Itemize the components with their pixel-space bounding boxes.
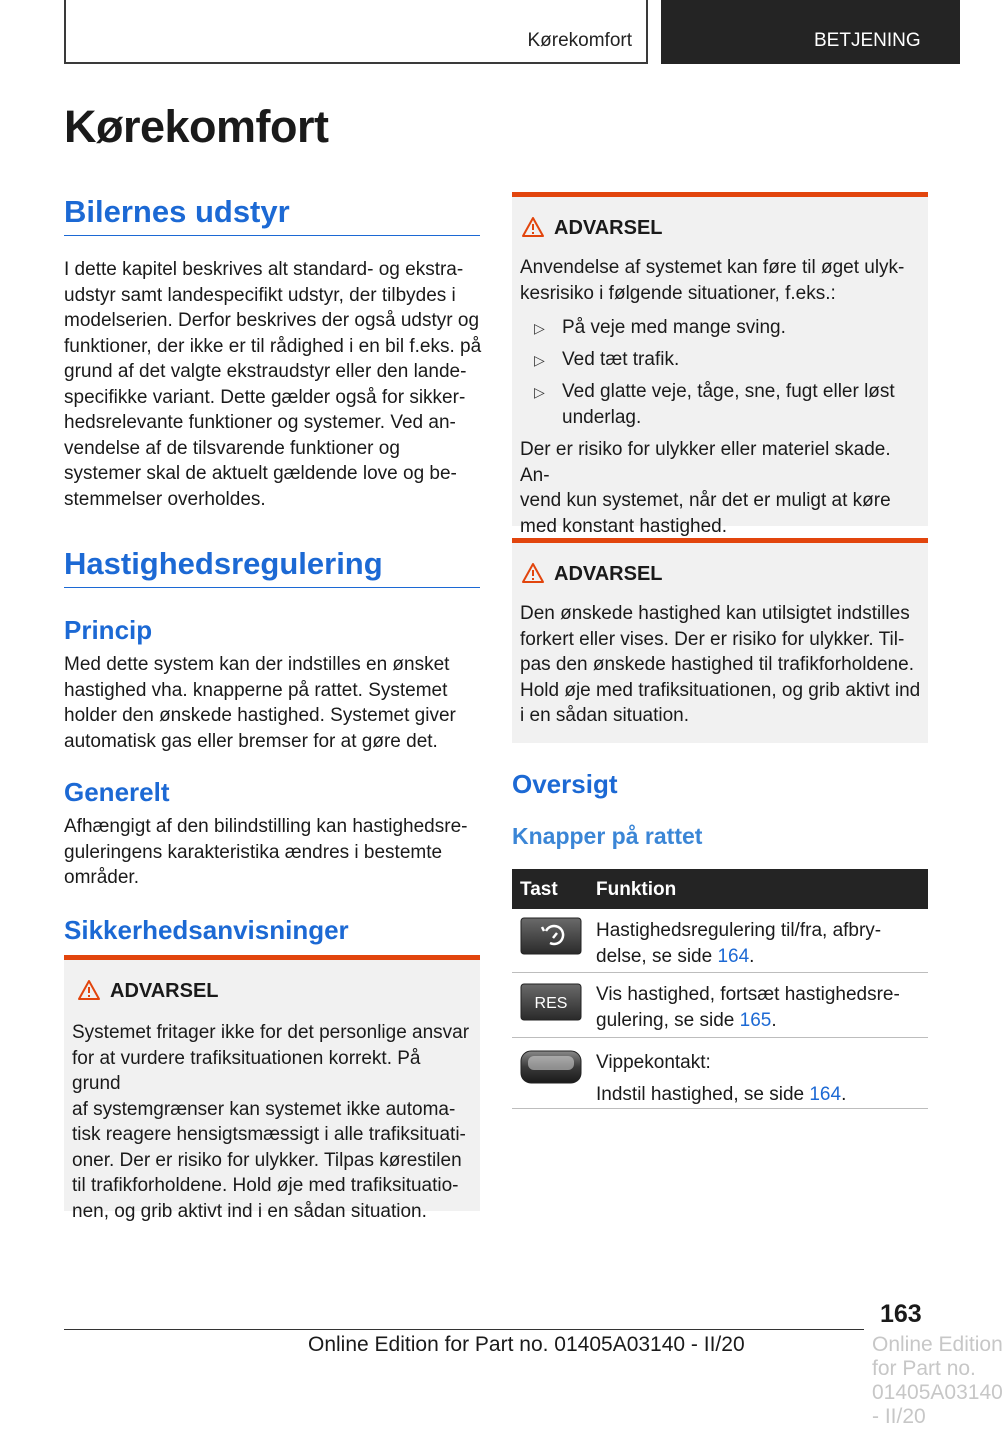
warning-triangle-icon — [78, 980, 100, 1000]
heading-generelt: Generelt — [64, 777, 170, 807]
page-link[interactable]: 165 — [739, 1009, 772, 1031]
paragraph-bilernes-udstyr: I dette kapitel beskrives alt standard- og ekstra- udstyr samt landespecifikt udstyr, der tilbydes i modelserien. Derfor beskrives der også udstyr og funktioner, der ikke er til rådighed i en bil f.eks. på grund af det valgte ekstraudstyr eller den lande- specifikke variant. Dette gælder også for sikker- hedsrelevante funktioner og systemer. Ved an- vendelse af de tilsvarende funktioner og systemer skal de aktuelt gældende love og be- stemmelser overholdes. — [64, 259, 482, 510]
warning-triangle-icon — [522, 563, 544, 583]
table-cell-funktion: Hastighedsregulering til/fra, afbry- delse, se side 164. — [596, 920, 882, 967]
warning-outro-2: Der er risiko for ulykker eller materiel skade. An- vend kun systemet, når det er muligt at køre med konstant hastighed. — [520, 439, 891, 537]
heading-knapper-paa-rattet: Knapper på rattet — [512, 823, 703, 849]
res-button-icon — [520, 983, 582, 1026]
heading-sikkerhedsanvisninger: Sikkerhedsanvisninger — [64, 915, 349, 945]
bullet-triangle-icon: ▷ — [534, 320, 545, 336]
heading-hastighedsregulering: Hastighedsregulering — [64, 546, 383, 581]
warning-box-1 — [64, 955, 480, 1222]
heading-oversigt: Oversigt — [512, 769, 618, 799]
table-header — [512, 869, 928, 909]
cruise-control-icon — [520, 917, 582, 960]
header-section-box — [64, 0, 648, 64]
buttons-table — [512, 869, 928, 1109]
table-row — [512, 1038, 928, 1109]
warning-intro-2: Anvendelse af systemet kan føre til øget ulyk- kesrisiko i følgende situationer, f.eks.: — [520, 257, 905, 304]
footer-rule — [64, 1329, 864, 1330]
warning-text-3: Den ønskede hastighed kan utilsigtet indstilles forkert eller vises. Der er risiko for ulykker. Til- pas den ønskede hastighed til trafikforholdene. Hold øje med trafiksituationen, og grib aktivt ind i en sådan situation. — [520, 603, 921, 726]
heading-rule — [64, 235, 480, 236]
warning-text-1: Systemet fritager ikke for det personlige ansvar for at vurdere trafiksituationen korrekt. På grund af systemgrænser kan systemet ikke automa- tisk reagere hensigtsmæssigt i alle trafiksituati- oner. Der er risiko for ulykker. Tilpas kørestilen til trafikforholdene. Hold øje med trafiksituatio- nen, og grib aktivt ind i en sådan situation. — [72, 1022, 470, 1222]
footer-edition: Online Edition for Part no. 01405A03140 - II/20 — [308, 1333, 745, 1356]
table-header-tast: Tast — [520, 879, 558, 900]
footer-watermark: Online Edition for Part no. 01405A03140 - II/20 — [872, 1333, 1003, 1428]
header-chapter-box — [661, 0, 960, 64]
warning-box-2: ADVARSEL Anvendelse af systemet kan føre til øget ulyk- kesrisiko i følgende situationer, f.eks.: ▷ På veje med mange sving. ▷ Ved tæt trafik. ▷ Ved glatte veje, tåge, sne, fugt eller løst underlag. Der er risiko for ulykker eller materiel skade. An- vend kun systemet, når det er muligt at køre med konstant hastighed. — [512, 192, 928, 526]
warning-triangle-icon — [522, 217, 544, 237]
heading-bilernes-udstyr: Bilernes udstyr — [64, 194, 290, 229]
paragraph-generelt: Afhængigt af den bilindstilling kan hastighedsre- guleringens karakteristika ændres i bestemte områder. — [64, 816, 468, 888]
paragraph-princip: Med dette system kan der indstilles en ønsket hastighed vha. knapperne på rattet. Systemet holder den ønskede hastighed. Systemet giver automatisk gas eller bremser for at gøre det. — [64, 654, 456, 752]
bullet-triangle-icon: ▷ — [534, 352, 545, 368]
page-number: 163 — [880, 1300, 922, 1328]
table-cell-funktion: Vippekontakt: Indstil hastighed, se side 164. — [596, 1052, 847, 1105]
heading-princip: Princip — [64, 615, 153, 645]
warning-label: ADVARSEL — [522, 563, 663, 586]
header-section-title: Kørekomfort — [527, 30, 632, 51]
bullet-triangle-icon: ▷ — [534, 384, 545, 400]
page-link[interactable]: 164 — [809, 1084, 842, 1105]
svg-text:RES: RES — [534, 995, 568, 1012]
table-row — [512, 909, 928, 973]
page-title: Kørekomfort — [64, 101, 329, 152]
page-link[interactable]: 164 — [717, 945, 750, 967]
warning-label: ADVARSEL — [522, 217, 663, 240]
header-chapter-title: BETJENING — [814, 30, 921, 51]
warning-label: ADVARSEL — [78, 980, 219, 1003]
rocker-switch-icon — [520, 1048, 582, 1091]
table-cell-funktion: Vis hastighed, fortsæt hastighedsre- gulering, se side 165. — [596, 984, 900, 1031]
table-header-funktion: Funktion — [596, 879, 677, 900]
warning-box-3 — [512, 538, 928, 743]
heading-rule — [64, 587, 480, 588]
table-row — [512, 973, 928, 1038]
